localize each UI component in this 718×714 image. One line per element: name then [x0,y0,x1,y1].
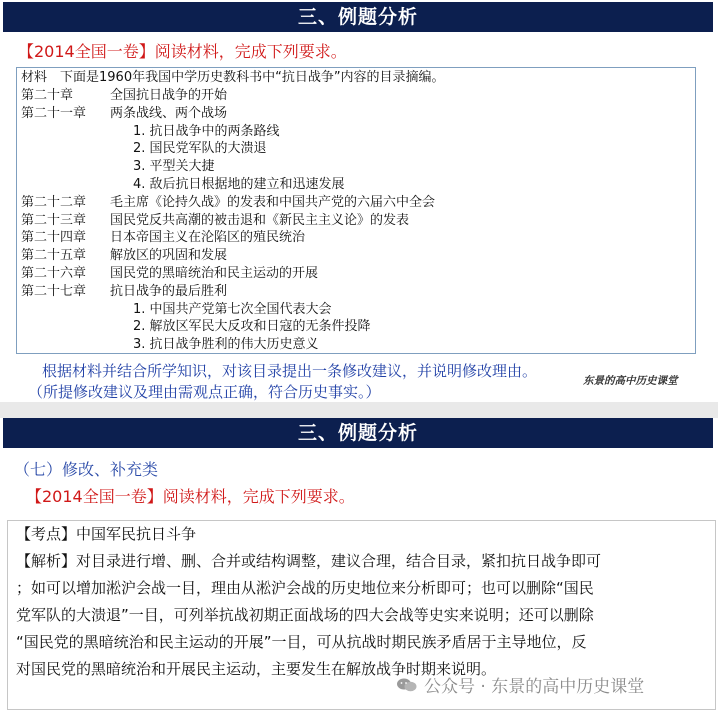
author-stamp: 东景的高中历史课堂 [583,375,678,387]
answer-line: 对国民党的黑暗统治和开展民主运动，主要发生在解放战争时期来说明。 [16,660,497,678]
toc-section: 1. 中国共产党第七次全国代表大会 [133,301,332,317]
toc-chapter-number: 第二十一章 [21,105,87,121]
watermark-text: 公众号 · 东景的高中历史课堂 [424,677,645,697]
slide-gap [0,402,718,418]
toc-chapter-title: 抗日战争的最后胜利 [110,283,228,299]
slide-title: 三、例题分析 [3,2,713,32]
toc-chapter-title: 两条战线、两个战场 [110,105,228,121]
wechat-icon [396,678,418,692]
toc-section: 4. 敌后抗日根据地的建立和迅速发展 [133,177,345,192]
toc-section: 2. 国民党军队的大溃退 [133,141,267,157]
watermark [396,672,644,697]
toc-chapter-title: 国民党反共高潮的被击退和《新民主主义论》的发表 [110,212,410,228]
material-intro: 材料 下面是1960年我国中学历史教科书中“抗日战争”内容的目录摘编。 [21,70,445,85]
question-source: 【2014全国一卷】阅读材料，完成下列要求。 [26,487,355,506]
toc-section: 3. 抗日战争胜利的伟大历史意义 [133,337,319,353]
toc-chapter-title: 毛主席《论持久战》的发表和中国共产党的六届六中全会 [110,194,436,210]
toc-chapter-title: 全国抗日战争的开始 [110,88,228,103]
toc-chapter-number: 第二十章 [21,88,74,103]
toc-chapter-number: 第二十二章 [21,194,87,210]
answer-line: “国民党的黑暗统治和民主运动的开展”一目，可从抗战时期民族矛盾居于主导地位，反 [16,633,587,651]
toc-section: 2. 解放区军民大反攻和日寇的无条件投降 [133,319,371,335]
toc-chapter-number: 第二十六章 [21,266,87,281]
slide-2 [0,418,718,714]
toc-chapter-number: 第二十三章 [21,212,87,228]
slide-title: 三、例题分析 [3,418,713,448]
section-heading: （七）修改、补充类 [14,460,159,479]
question-source: 【2014全国一卷】阅读材料，完成下列要求。 [18,42,347,61]
toc-section: 3. 平型关大捷 [133,159,215,175]
toc-chapter-title: 日本帝国主义在沦陷区的殖民统治 [110,230,306,246]
toc-chapter-title: 国民党的黑暗统治和民主运动的开展 [110,266,319,281]
answer-line: 【解析】对目录进行增、删、合并或结构调整，建议合理，结合目录，紧扣抗日战争即可 [16,552,602,570]
toc-section: 1. 抗日战争中的两条路线 [133,123,280,139]
toc-chapter-number: 第二十七章 [21,283,87,299]
toc-chapter-number: 第二十四章 [21,230,87,246]
toc-chapter-number: 第二十五章 [21,248,87,264]
answer-line: ；如可以增加淞沪会战一目，理由从淞沪会战的历史地位来分析即可；也可以删除“国民 [16,579,594,597]
answer-line: 党军队的大溃退”一目，可列举抗战初期正面战场的四大会战等史实来说明；还可以删除 [16,606,594,624]
material-box [16,67,696,354]
question-note: （所提修改建议及理由需观点正确，符合历史事实。） [28,383,381,401]
answer-line: 【考点】中国军民抗日斗争 [16,525,197,543]
toc-chapter-title: 解放区的巩固和发展 [110,248,228,264]
question-text: 根据材料并结合所学知识，对该目录提出一条修改建议，并说明修改理由。 [42,362,538,380]
